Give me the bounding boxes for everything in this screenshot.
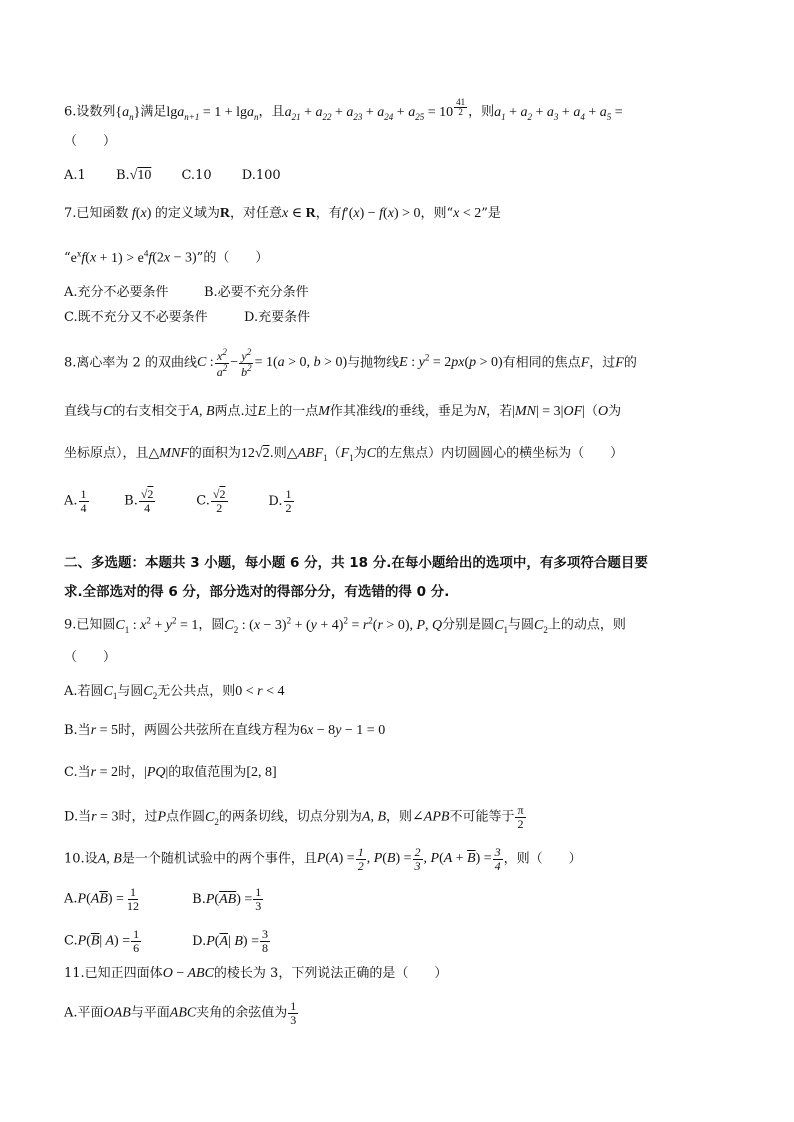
q6-stem: 6.设数列$\{a_n\}$满足lga$_{n+1}$ = 1 + lga$_n$，且$a_{21} + a_{22} + a_{23} + a_{24} + a_{25} = 10$ $^{\frac{41}{2}}$ ，则$a_1 + a_2 + a_3 + a_4 + a_5$ = bbox=[64, 97, 623, 122]
q11-option-a: A.平面OAB与平面ABC夹角的余弦值为 $\frac{1}{3}$ bbox=[64, 999, 297, 1027]
q6-option-c: C.10 bbox=[181, 168, 212, 183]
q9-option-d: D.当r = 3时，过P点作圆$C_2$的两条切线，切点分别为A, B，则∠APB不可能等于 $\frac{\pi}{2}$ bbox=[64, 803, 524, 831]
q7-line2: “$e^xf(x + 1) > e^4f(2x - 3)$”的（ ） bbox=[64, 248, 269, 266]
q8-option-d: D. $\frac{1}{2}$ bbox=[268, 487, 292, 515]
q7-options-row2 bbox=[64, 310, 310, 326]
q10-options-row2 bbox=[64, 928, 271, 954]
q10-stem: 10.设A, B是一个随机试验中的两个事件，且P(A) = $\frac{1}{2}$ , P(B) = $\frac{2}{3}$ , $P(A + \overline{B})$ = $\frac{3}{4}$ ，则（ ） bbox=[64, 845, 582, 873]
q7-option-c: C.既不充分又不必要条件 bbox=[64, 310, 208, 325]
q8-line3: 坐标原点），且△MNF的面积为12√2.则$\triangle ABF_1(F_1$为C的左焦点）内切圆圆心的横坐标为（ ） bbox=[64, 446, 624, 463]
q10-option-b: $B.P(\overline{A}\overline{B})$ = $\frac{1}{3}$ bbox=[192, 885, 262, 913]
parabola-eq: E : $y^2 = 2px(p > 0)$ bbox=[399, 352, 503, 371]
q6-paren: （ ） bbox=[64, 134, 117, 149]
q10-option-c: $C.P(\overline{B}|$ A) = $\frac{1}{6}$ bbox=[64, 927, 140, 955]
q7-option-d: D.充要条件 bbox=[244, 310, 311, 325]
q10-option-a: $A.P(A\overline{B})$ = $\frac{1}{12}$ bbox=[64, 885, 139, 913]
q8-length-condition: |MN| = 3|OF| bbox=[512, 404, 585, 419]
q6-recurrence: lga$_{n+1}$ = 1 + lga$_n$ bbox=[166, 104, 259, 122]
q8-line2: 直线与C的右支相交于A, B两点.过E上的一点M作其准线l的垂线，垂足为N，若|MN| = 3|OF|（O为 bbox=[64, 404, 622, 419]
q7-inequality: $e^xf(x + 1) > e^4f(2x - 3)$ bbox=[70, 248, 197, 266]
section-heading-line2: 求.全部选对的得 6 分，部分选对的得部分分，有选错的得 0 分. bbox=[64, 584, 450, 600]
circle-c1-eq: $C_1$ : $x^2 + y^2 = 1$ bbox=[115, 615, 199, 635]
q6-target-sum: $a_1 + a_2 + a_3 + a_4 + a_5$ = bbox=[494, 104, 623, 122]
circle-c2-eq: $C_2$ : $(x - 3)^2 + (y + 4)^2 = r^2(r > 0)$, P, Q bbox=[224, 615, 443, 635]
q11-stem: 11.已知正四面体O − ABC的棱长为 3，下列说法正确的是（ ） bbox=[64, 966, 448, 981]
hyperbola-eq: C : $\frac{x^2}{a^2}$ − $\frac{y^2}{b^2}$ = 1(a > 0, b > 0) bbox=[196, 347, 348, 379]
q7-option-a: A.充分不必要条件 bbox=[64, 285, 169, 300]
q9-option-a: A.若圆$C_1$与圆$C_2$无公共点，则0 < r < 4 bbox=[64, 684, 285, 701]
q7-option-b: B.必要不充分条件 bbox=[204, 285, 309, 300]
q10-option-d: $D.P(\overline{A}|$ B) = $\frac{3}{8}$ bbox=[192, 927, 268, 955]
q10-probabilities: P(A) = $\frac{1}{2}$ , P(B) = $\frac{2}{3}$ , $P(A + \overline{B})$ = $\frac{3}{4}$ bbox=[316, 845, 501, 873]
q6-option-d: D.100 bbox=[241, 168, 281, 183]
q7-options-row1 bbox=[64, 285, 309, 301]
q9-paren: （ ） bbox=[64, 650, 117, 665]
q9-option-b: B.当r = 5时，两圆公共弦所在直线方程为6x − 8y − 1 = 0 bbox=[64, 723, 386, 738]
q8-stem: 8.离心率为 2 的双曲线C : $\frac{x^2}{a^2}$ − $\frac{y^2}{b^2}$ = 1(a > 0, b > 0)与抛物线E : $y^2 = 2px(p > 0)$有相同的焦点F，过F的 bbox=[64, 347, 637, 379]
q6-sum-condition: $a_{21} + a_{22} + a_{23} + a_{24} + a_{25} = 10$ $^{\frac{41}{2}}$ bbox=[284, 97, 466, 122]
q8-option-c: C. $\frac{√2}{2}$ bbox=[196, 487, 226, 515]
q6-option-b: B.√10 bbox=[115, 168, 152, 183]
q8-options bbox=[64, 488, 295, 514]
q8-option-b: B. $\frac{√2}{4}$ bbox=[124, 487, 154, 515]
q10-options-row1 bbox=[64, 886, 264, 912]
q6-options bbox=[64, 168, 307, 185]
q9-stem: 9.已知圆$C_1$ : $x^2 + y^2 = 1$，圆$C_2$ : $(x - 3)^2 + (y + 4)^2 = r^2(r > 0)$, P, Q分别是圆$C_1$与圆$C_2$上的动点，则 bbox=[64, 615, 626, 635]
section-heading-line1: 二、多选题：本题共 3 小题，每小题 6 分，共 18 分.在每小题给出的选项中，有多项符合题目要 bbox=[64, 555, 648, 571]
q8-option-a: A. $\frac{1}{4}$ bbox=[64, 487, 87, 515]
q7-stem: 7.已知函数 f(x) 的定义域为R，对任意x ∈ R，有f′(x) − f(x) > 0，则“x < 2”是 bbox=[64, 206, 501, 221]
q9-option-c: C.当r = 2时，|PQ|的取值范围为[2, 8] bbox=[64, 765, 277, 780]
q6-option-a: A.1 bbox=[64, 168, 86, 183]
q7-condition: f′(x) − f(x) > 0 bbox=[341, 206, 421, 221]
seq-a-n: $\{a_n\}$ bbox=[115, 104, 141, 122]
